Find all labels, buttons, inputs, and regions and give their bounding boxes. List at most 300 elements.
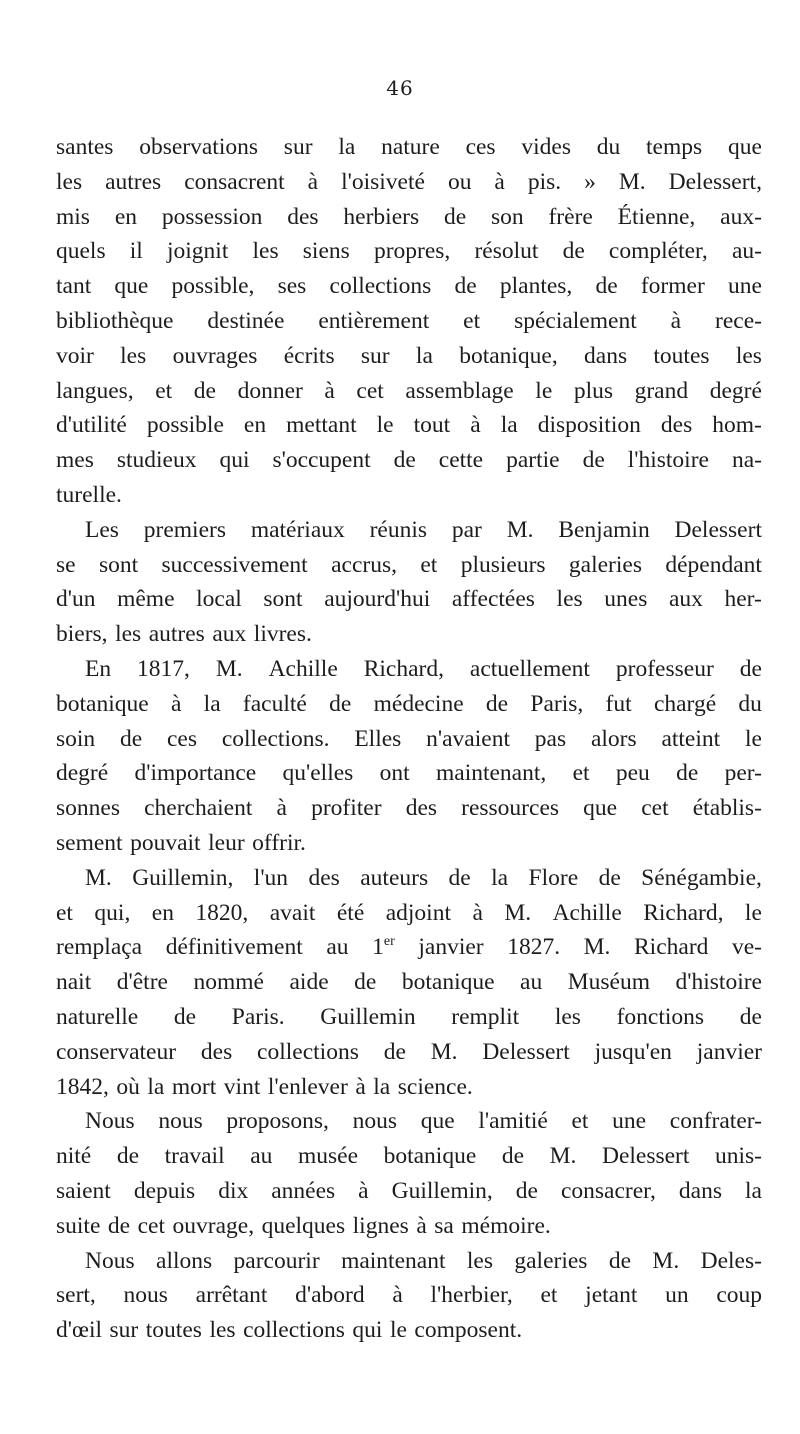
word: M. <box>504 899 532 926</box>
word: ressources <box>461 795 560 822</box>
text-line <box>56 1313 762 1348</box>
word: siens <box>302 238 350 265</box>
word: M. <box>215 655 243 682</box>
word: la <box>500 412 518 439</box>
word: degré <box>56 760 109 787</box>
word: les <box>735 342 762 369</box>
word: qu'elles <box>282 760 354 787</box>
word: autres <box>148 621 205 648</box>
word: janvier <box>696 1038 762 1065</box>
word: 1827. <box>507 934 561 961</box>
word: turelle. <box>56 481 122 508</box>
word: de <box>329 690 352 717</box>
word: les <box>554 1003 581 1030</box>
word: remplaça <box>56 934 143 961</box>
word: adjoint <box>385 899 451 926</box>
text-line <box>56 652 762 687</box>
text-line <box>56 1209 762 1244</box>
word: Delessert <box>482 1038 570 1065</box>
text-line <box>56 930 762 965</box>
word: botanique <box>401 969 495 996</box>
word: collections <box>257 1038 359 1065</box>
superscript: er <box>383 933 395 950</box>
text-line <box>56 896 762 931</box>
word: dans <box>584 342 628 369</box>
word: au <box>520 969 543 996</box>
word: définitivement <box>165 934 303 961</box>
word: local <box>196 586 242 613</box>
word: coup <box>716 1282 762 1309</box>
word: propres, <box>373 238 451 265</box>
text-line <box>56 722 762 757</box>
word: maintenant, <box>435 760 547 787</box>
word: et <box>420 551 438 578</box>
word: réunis <box>369 516 428 543</box>
word: naturelle <box>56 1003 139 1030</box>
word: 1842, <box>56 1073 109 1100</box>
word: chargé <box>653 690 717 717</box>
word: unis- <box>714 1143 762 1170</box>
word: plus <box>573 377 614 404</box>
word: conservateur <box>56 1038 177 1065</box>
word: où <box>116 1073 140 1100</box>
word: ces <box>167 725 198 752</box>
word: spécialement <box>514 307 637 334</box>
word: du <box>738 690 762 717</box>
word: biers, <box>56 621 108 648</box>
word: sonnes <box>56 795 120 822</box>
word: au <box>250 1143 273 1170</box>
word: mis <box>56 203 90 230</box>
word: professeur <box>615 655 714 682</box>
word: et <box>56 899 73 926</box>
word: la <box>491 864 509 891</box>
word: mémoire. <box>461 1212 551 1239</box>
word: actuellement <box>469 655 590 682</box>
word: livres. <box>253 621 312 648</box>
word: à <box>170 690 182 717</box>
word: il <box>129 238 143 265</box>
word: depuis <box>133 1177 196 1204</box>
word: de <box>448 864 471 891</box>
word: la <box>147 1073 165 1100</box>
word: rece- <box>715 307 762 334</box>
word: travail <box>164 1143 225 1170</box>
word: vides <box>521 134 571 160</box>
text-line <box>56 965 762 1000</box>
word: des <box>405 795 438 822</box>
text-line <box>56 304 762 339</box>
word: jetant <box>585 1282 638 1309</box>
word: unes <box>604 586 648 613</box>
text-line <box>56 617 762 652</box>
word: atteint <box>661 725 721 752</box>
word: saient <box>56 1177 111 1204</box>
word: disposition <box>537 412 641 439</box>
word: Elles <box>354 725 402 752</box>
word: donner <box>237 377 303 404</box>
word: Delessert <box>674 516 762 543</box>
word: consacrer, <box>560 1177 656 1204</box>
word: n'avaient <box>426 725 510 752</box>
word: à <box>670 307 682 334</box>
text-line <box>56 200 762 235</box>
word: que <box>114 273 149 300</box>
word: sur <box>283 134 313 160</box>
word: à <box>472 899 483 926</box>
word: Nous <box>85 1108 135 1135</box>
word: de <box>582 447 605 474</box>
text-line <box>56 130 762 165</box>
word: sa <box>434 1212 454 1239</box>
text-line <box>56 165 762 200</box>
word: allons <box>156 1247 213 1274</box>
word: joignit <box>166 238 229 265</box>
text-line <box>56 791 762 826</box>
word: du <box>596 134 621 160</box>
word: un <box>665 1282 689 1309</box>
word: au- <box>731 238 762 265</box>
word: nature <box>381 134 440 160</box>
text-line <box>56 269 762 304</box>
word: qui <box>219 447 250 474</box>
word: confrater- <box>669 1108 762 1135</box>
word: partie <box>506 447 560 474</box>
word: l'amitié <box>478 1108 548 1135</box>
word: écrits <box>283 342 335 369</box>
word: d'histoire <box>675 969 762 996</box>
word: le <box>744 899 762 926</box>
word: de <box>739 1003 762 1030</box>
word: pis. <box>527 168 562 195</box>
word: de <box>107 1212 131 1239</box>
word: nous <box>352 1108 397 1135</box>
word: le <box>389 1317 407 1344</box>
word: des <box>308 864 340 891</box>
text-line <box>56 1244 762 1279</box>
word: accrus, <box>331 551 397 578</box>
word: avait <box>269 899 316 926</box>
text-line <box>56 374 762 409</box>
word: jusqu'en <box>594 1038 672 1065</box>
word: arrêtant <box>195 1282 268 1309</box>
word: former <box>640 273 705 300</box>
word: les <box>556 586 583 613</box>
word: de <box>354 969 377 996</box>
word: une <box>612 1108 647 1135</box>
word: fonctions <box>616 1003 705 1030</box>
word: à <box>392 1282 403 1309</box>
text-line <box>56 513 762 548</box>
text-line <box>56 687 762 722</box>
word: Étienne, <box>617 203 696 230</box>
word: des <box>660 412 693 439</box>
word: leur <box>208 829 245 856</box>
word: musée <box>297 1143 359 1170</box>
word: botanique <box>56 690 149 717</box>
word: ouvrages <box>172 342 258 369</box>
word: herbiers <box>343 203 420 230</box>
word: possible, <box>171 273 255 300</box>
word: faculté <box>242 690 307 717</box>
word: à <box>470 412 481 439</box>
word: à <box>307 168 319 195</box>
word: pas <box>534 725 567 752</box>
word: matériaux <box>250 516 345 543</box>
word: de <box>383 1038 406 1065</box>
word: aide <box>289 969 329 996</box>
word: sur <box>360 342 390 369</box>
word: offrir. <box>252 829 306 856</box>
word: Nous <box>85 1247 135 1274</box>
word: de <box>193 377 216 404</box>
word: galeries <box>568 551 642 578</box>
word: par <box>451 516 482 543</box>
word: per- <box>724 760 762 787</box>
text-line <box>56 1139 762 1174</box>
word: M. <box>618 168 646 195</box>
word: ses <box>277 273 307 300</box>
word: médecine <box>373 690 464 717</box>
text-line <box>56 408 762 443</box>
word: et <box>572 760 590 787</box>
word: de <box>595 273 618 300</box>
word: que <box>727 134 762 160</box>
word: les <box>252 238 279 265</box>
word: quelques <box>261 1212 346 1239</box>
word: les <box>209 1317 236 1344</box>
word: M. <box>652 1247 680 1274</box>
word: grand <box>634 377 689 404</box>
word: le <box>376 412 394 439</box>
word: qui, <box>94 899 131 926</box>
word: auteurs <box>360 864 429 891</box>
word: M. <box>549 1143 577 1170</box>
word: En <box>85 655 112 682</box>
word: de <box>515 1177 538 1204</box>
word: aujourd'hui <box>324 586 431 613</box>
word: le <box>535 377 553 404</box>
word: degré <box>709 377 762 404</box>
word: l'enlever <box>267 1073 348 1100</box>
word: Achille <box>552 899 622 926</box>
text-line <box>56 1000 762 1035</box>
word: M. <box>506 516 534 543</box>
word: suite <box>56 1212 101 1239</box>
word: Deles- <box>700 1247 762 1274</box>
word: 1817, <box>137 655 190 682</box>
word: été <box>336 899 365 926</box>
word: le <box>744 725 762 752</box>
word: » <box>584 168 596 195</box>
word: ve- <box>731 934 762 961</box>
text-line <box>56 826 762 861</box>
word: 1er <box>372 933 395 961</box>
word: Guillemin, <box>132 864 234 891</box>
word: l'herbier, <box>430 1282 513 1309</box>
word: Les <box>85 516 119 543</box>
word: consacrent <box>184 168 285 195</box>
word: mort <box>171 1073 217 1100</box>
word: la <box>744 1177 762 1204</box>
word: en <box>114 203 137 230</box>
word: nous <box>158 1108 203 1135</box>
word: M. <box>430 1038 458 1065</box>
page-number: 46 <box>386 76 414 100</box>
word: Guillemin, <box>391 1177 493 1204</box>
word: de <box>598 864 621 891</box>
word: de <box>739 655 762 682</box>
word: Richard <box>634 934 709 961</box>
word: quels <box>56 238 106 265</box>
word: de <box>501 1143 525 1170</box>
word: Benjamin <box>558 516 650 543</box>
word: na- <box>731 447 762 474</box>
word: collections <box>243 1317 345 1344</box>
word: aux- <box>720 203 762 230</box>
word: que <box>420 1108 455 1135</box>
word: dans <box>678 1177 722 1204</box>
word: fut <box>605 690 632 717</box>
word: ou <box>447 168 472 195</box>
word: Paris. <box>231 1003 285 1030</box>
word: la <box>373 1073 391 1100</box>
text-line <box>56 582 762 617</box>
word: premiers <box>143 516 226 543</box>
word: assemblage <box>405 377 514 404</box>
word: Flore <box>528 864 579 891</box>
word: s'occupent <box>272 447 371 474</box>
word: d'un <box>56 586 96 613</box>
word: sur <box>109 1317 139 1344</box>
word: cet <box>641 795 669 822</box>
word: les <box>120 342 147 369</box>
word: janvier <box>418 934 484 961</box>
word: à <box>324 377 335 404</box>
word: compléter, <box>608 238 708 265</box>
word: aux <box>668 586 703 613</box>
text-line <box>56 478 762 513</box>
text-line <box>56 548 762 583</box>
word: la <box>203 690 221 717</box>
word: alors <box>590 725 637 752</box>
text-line <box>56 1174 762 1209</box>
word: dépendant <box>665 551 762 578</box>
word: autres <box>105 168 162 195</box>
word: à <box>355 1073 366 1100</box>
word: à <box>416 1212 427 1239</box>
word: de <box>608 1247 632 1274</box>
word: de <box>676 760 699 787</box>
word: se <box>56 551 76 578</box>
word: cet <box>356 377 384 404</box>
word: pouvait <box>130 829 201 856</box>
word: plusieurs <box>460 551 546 578</box>
word: l'oisiveté <box>341 168 425 195</box>
word: studieux <box>116 447 197 474</box>
word: mettant <box>286 412 357 439</box>
word: à <box>494 168 505 195</box>
word: galeries <box>514 1247 588 1274</box>
word: her- <box>724 586 762 613</box>
word: d'être <box>116 969 168 996</box>
word: remplit <box>451 1003 520 1030</box>
word: Muséum <box>567 969 650 996</box>
word: science. <box>397 1073 473 1100</box>
word: de <box>485 690 509 717</box>
word: frère <box>548 203 593 230</box>
word: de <box>120 725 143 752</box>
word: de <box>393 447 416 474</box>
word: qui <box>352 1317 383 1344</box>
word: la <box>338 134 356 160</box>
word: ouvrage, <box>172 1212 255 1239</box>
word: affectées <box>451 586 535 613</box>
word: même <box>117 586 175 613</box>
word: de <box>454 273 477 300</box>
word: de <box>443 203 467 230</box>
word: cet <box>137 1212 165 1239</box>
word: nait <box>56 969 92 996</box>
word: observations <box>139 134 259 160</box>
word: M. <box>583 934 611 961</box>
word: botanique, <box>459 342 558 369</box>
word: en <box>243 412 267 439</box>
word: M. <box>85 864 112 891</box>
word: années <box>271 1177 336 1204</box>
word: temps <box>646 134 703 160</box>
word: Paris, <box>530 690 584 717</box>
word: les <box>466 1247 493 1274</box>
word: hom- <box>712 412 762 439</box>
word: au <box>326 934 349 961</box>
word: Achille <box>268 655 338 682</box>
word: cherchaient <box>144 795 253 822</box>
word: lignes <box>352 1212 409 1239</box>
word: son <box>490 203 524 230</box>
word: langues, <box>56 377 134 404</box>
word: d'importance <box>134 760 257 787</box>
word: possible <box>146 412 224 439</box>
word: santes <box>56 134 114 160</box>
word: sert, <box>56 1282 96 1309</box>
word: résolut <box>474 238 539 265</box>
word: voir <box>56 342 94 369</box>
text-line <box>56 1104 762 1139</box>
word: de <box>116 1143 140 1170</box>
word: des <box>200 1038 233 1065</box>
word: Delessert, <box>668 168 762 195</box>
word: la <box>415 342 433 369</box>
word: botanique <box>383 1143 477 1170</box>
word: les <box>56 168 83 195</box>
word: de <box>562 238 585 265</box>
word: profiter <box>311 795 382 822</box>
word: l'histoire <box>627 447 709 474</box>
word: et <box>463 307 481 334</box>
word: tout <box>413 412 451 439</box>
word: établis- <box>692 795 762 822</box>
word: ces <box>465 134 496 160</box>
word: collections <box>329 273 432 300</box>
text-line <box>56 443 762 478</box>
word: d'abord <box>295 1282 365 1309</box>
word: cette <box>438 447 484 474</box>
word: toutes <box>653 342 710 369</box>
word: d'utilité <box>56 412 127 439</box>
word: toutes <box>145 1317 202 1344</box>
word: une <box>727 273 762 300</box>
